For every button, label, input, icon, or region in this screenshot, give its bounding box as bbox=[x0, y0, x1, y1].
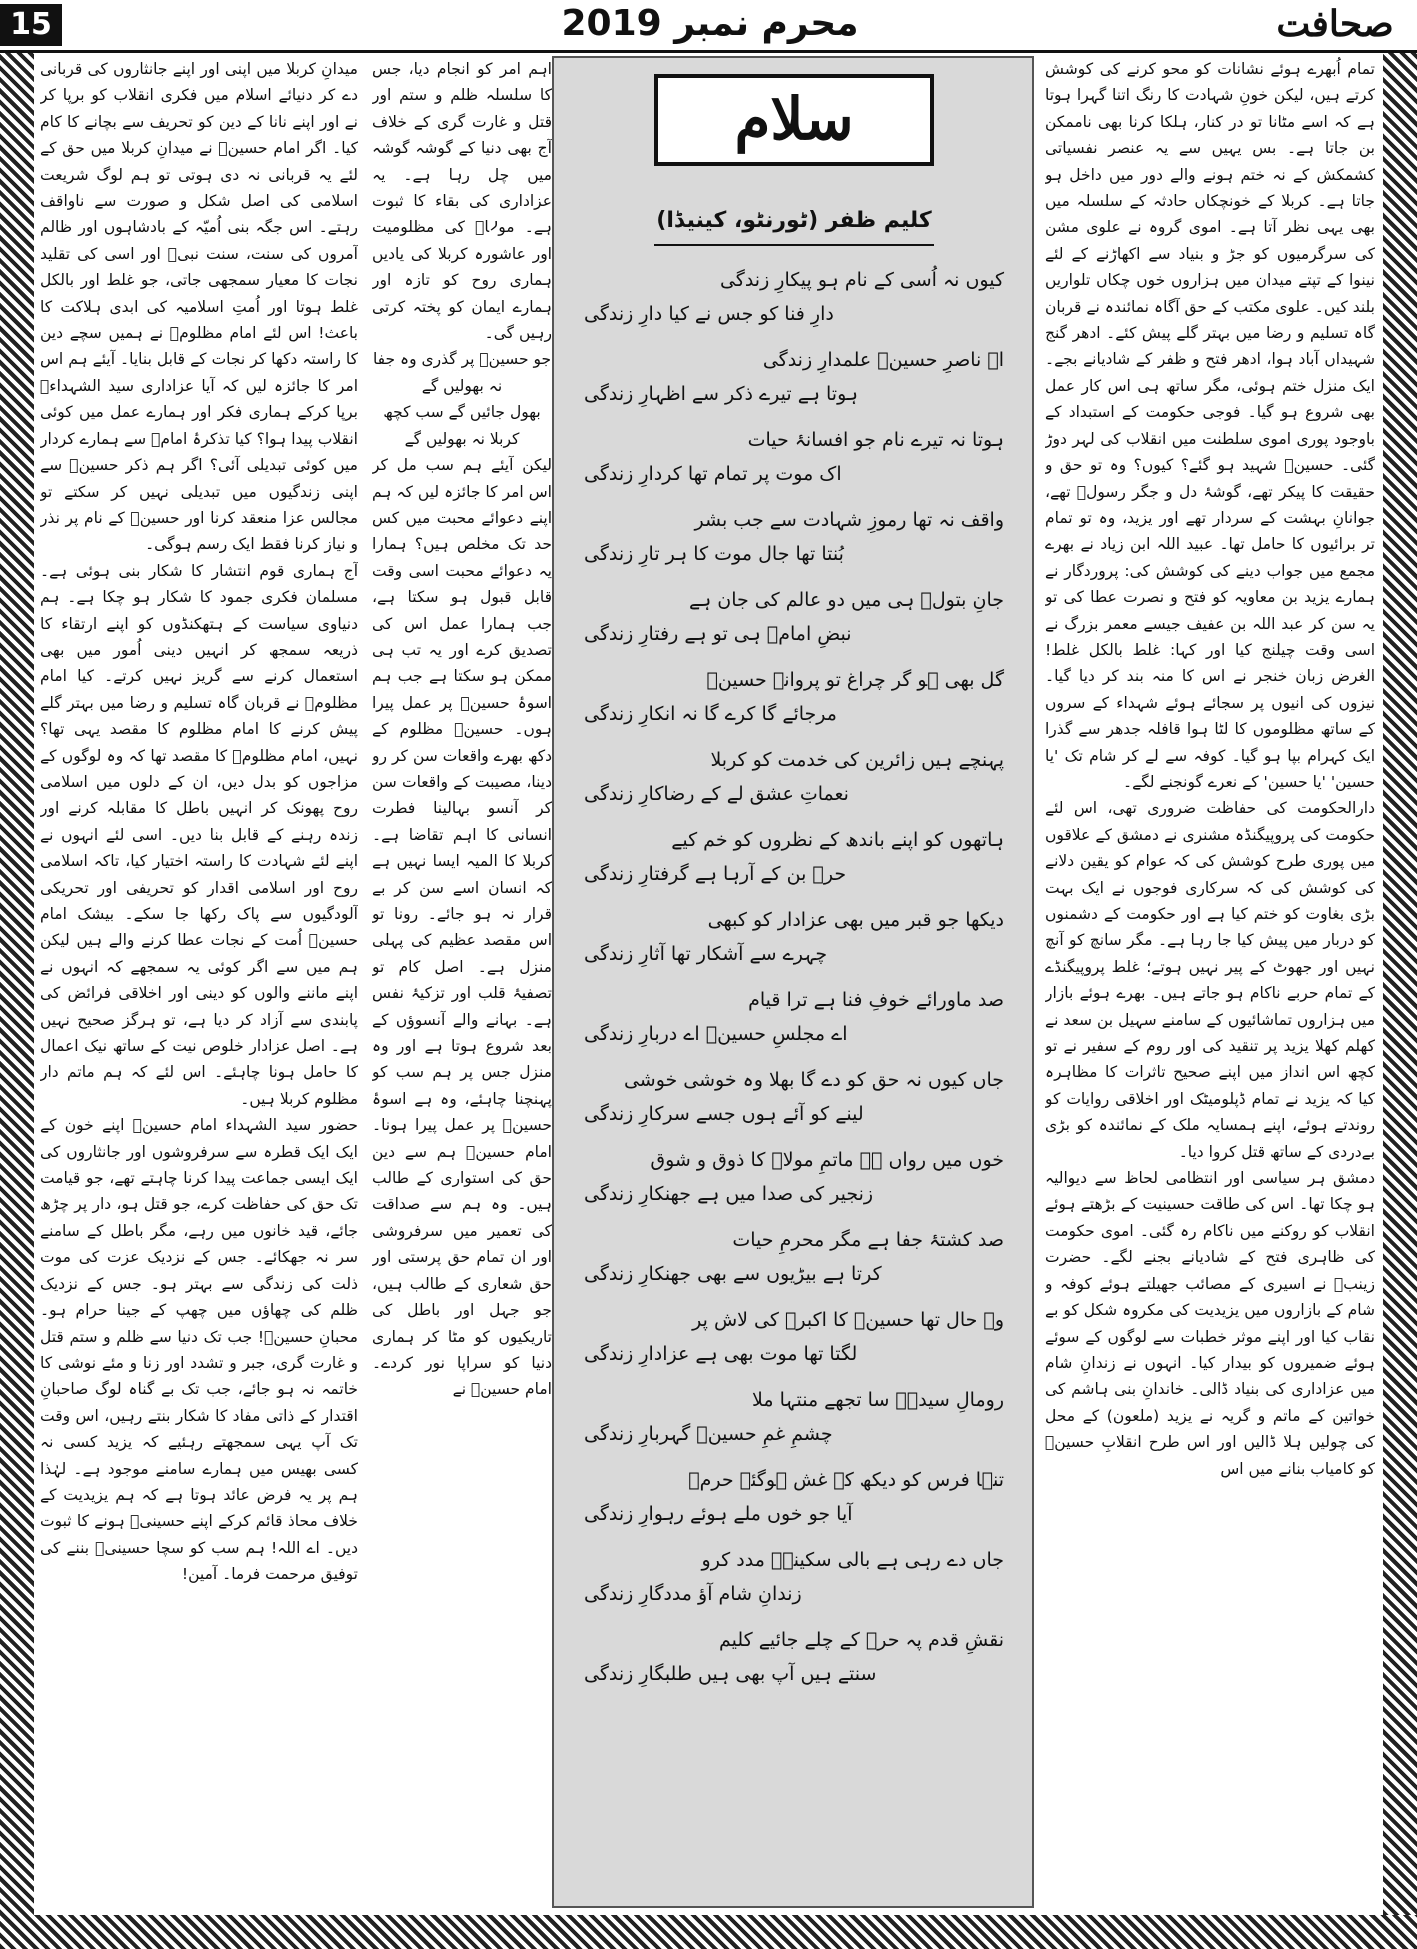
couplet bbox=[574, 1303, 1014, 1371]
article-column-left bbox=[40, 56, 358, 1906]
paragraph: آج ہماری قوم انتشار کا شکار بنی ہوئی ہے۔ مسلمان فکری جمود کا شکار ہو چکا ہے۔ ہم دنیاوی سیاست کے ہتھکنڈوں کو اپنے ارتقاء کا ذریعہ سمجھ کر انہیں دینی اُمور میں بھی استعمال کرنے سے گریز نہیں کرتے۔ کیا امام مظلومؑ نے قربان گاہ تسلیم و رضا میں بہتر گلے پیش کرنے کا امام مظلوم کا مقصد یہی تھا؟ نہیں، امام مظلومؑ کا مقصد تھا کہ وہ لوگوں کے مزاجوں کو بدل دیں، ان کے دلوں میں اسلامی روح پھونک کر انہیں باطل کا مقابلہ کرنے اور زندہ رہنے کے قابل بنا دیں۔ اسی لئے انہوں نے اپنے لئے شہادت کا راستہ اختیار کیا، تاکہ اسلامی روح اور اسلامی اقدار کو تحریفی اور تحریکی آلودگیوں سے پاک رکھا جا سکے۔ بیشک امام حسینؑ اُمت کے نجات عطا کرنے والے ہیں لیکن ہم میں سے اگر کوئی یہ سمجھے کہ انہوں نے اپنے ماننے والوں کو دینی اور اخلاقی فرائض کی پابندی سے آزاد کر دیا ہے، تو ہرگز صحیح نہیں ہے۔ اصل عزادار خلوص نیت کے ساتھ نیک اعمال کا حامل ہونا چاہئے۔ اس لئے کہ ہم ماتم دار مظلوم کربلا ہیں۔ bbox=[40, 561, 358, 1108]
masthead-logo: صحافت bbox=[1276, 3, 1394, 45]
verse-line: جو حسینؑ پر گذری وہ جفا نہ بھولیں گے bbox=[372, 350, 552, 395]
misra: لگتا تھا موت بھی ہے عزادارِ زندگی bbox=[584, 1343, 858, 1365]
misra: تنہا فرس کو دیکھ کے غش ہوگئے حرمؑ bbox=[688, 1469, 1004, 1491]
couplet bbox=[574, 1383, 1014, 1451]
couplet bbox=[574, 903, 1014, 971]
misra: گل بھی ہو گر چراغ تو پروانۂ حسینؑ bbox=[706, 669, 1004, 691]
poem-box bbox=[552, 56, 1034, 1908]
misra: اے ناصرِ حسینؑ علمدارِ زندگی bbox=[762, 349, 1004, 371]
misra: مرجائے گا کرے گا نہ انکارِ زندگی bbox=[584, 703, 837, 725]
misra: حرؑ بن کے آرہا ہے گرفتارِ زندگی bbox=[584, 863, 847, 885]
couplet bbox=[574, 503, 1014, 571]
misra: دیکھا جو قبر میں بھی عزادار کو کبھی bbox=[707, 909, 1004, 931]
misra: زنجیر کی صدا میں ہے جھنکارِ زندگی bbox=[584, 1183, 874, 1205]
misra: جاں کیوں نہ حق کو دے گا بھلا وہ خوشی خوشی bbox=[623, 1069, 1004, 1091]
misra: نبضِ امامؑ ہی تو ہے رفتارِ زندگی bbox=[584, 623, 852, 645]
misra: لینے کو آئے ہوں جسے سرکارِ زندگی bbox=[584, 1103, 864, 1125]
misra: کیوں نہ اُسی کے نام ہو پیکارِ زندگی bbox=[719, 269, 1004, 291]
paragraph: دارالحکومت کی حفاظت ضروری تھی، اس لئے حکومت کی پروپیگنڈہ مشنری نے دمشق کے علاقوں میں پوری طرح کوشش کی کہ عوام کو یقین دلانے کی کوشش کی کہ سرکاری فوجوں نے ایک بہت بڑی بغاوت کو ختم کیا ہے اور حکومت کے دشمنوں کو دربار میں پیش کیا جا رہا ہے۔ مگر سانچ کو آنچ نہیں اور جھوٹ کے پیر نہیں ہوتے؛ غلط پروپیگنڈے کے تمام حربے ناکام ہو جاتے ہیں۔ بھرے ہوئے بازار میں ہزاروں تماشائیوں کے سامنے سہیل بن سعد نے کھلم کھلا یزید پر تنقید کی اور روم کے سفیر نے تو کچھ اس انداز میں اپنے صحیح تاثرات کا مظاہرہ کیا کہ یزید نے تمام ڈپلومیٹک اور اخلاقی روایات کو روندتے ہوئے، اپنے ہمسایہ ملک کے نمائندہ کو بڑی بےدردی کے ساتھ قتل کروا دیا۔ bbox=[1045, 799, 1375, 1161]
misra: پہنچے ہیں زائرین کی خدمت کو کربلا bbox=[710, 749, 1004, 771]
misra: نقشِ قدم پہ حرؑ کے چلے جائیے کلیم bbox=[718, 1629, 1004, 1651]
couplet bbox=[574, 343, 1014, 411]
couplet bbox=[574, 1223, 1014, 1291]
misra: نعماتِ عشق لے کے رضاکارِ زندگی bbox=[584, 783, 849, 805]
left-ornamental-border bbox=[0, 52, 34, 1949]
couplet bbox=[574, 823, 1014, 891]
misra: صد ماورائے خوفِ فنا ہے ترا قیام bbox=[748, 989, 1004, 1011]
right-ornamental-border bbox=[1383, 52, 1417, 1949]
misra: ہوتا نہ تیرے نام جو افسانۂ حیات bbox=[747, 429, 1004, 451]
couplet bbox=[574, 743, 1014, 811]
page-number: 15 bbox=[0, 4, 62, 46]
paragraph: اہم امر کو انجام دیا، جس کا سلسلہ ظلم و ستم اور قتل و غارت گری کے خلاف آج بھی دنیا کے گوشہ گوشہ میں چل رہا ہے۔ یہ عزاداری کی بقاء کا ثبوت ہے۔ مولاؑ کی مظلومیت اور عاشورہ کربلا کی یادیں ہماری روح کو تازہ اور ہمارے ایمان کو پختہ کرتی رہیں گی۔ bbox=[372, 60, 552, 343]
misra: خوں میں رواں ہے ماتمِ مولاؑ کا ذوق و شوق bbox=[650, 1149, 1004, 1171]
misra: جانِ بتولؑ ہی میں دو عالم کی جان ہے bbox=[688, 589, 1004, 611]
paragraph: حضور سید الشہداء امام حسینؑ اپنے خون کے ایک ایک قطرہ سے سرفروشوں اور جانثاروں کی ایک ایسی جماعت پیدا کرنا چاہتے تھے، جو قیامت تک حق کی حفاظت کرے، جو قتل ہو، دار پر چڑھ جائے، قید خانوں میں رہے، مگر باطل کے سامنے سر نہ جھکائے۔ جس کے نزدیک عزت کی موت ذلت کی زندگی سے بہتر ہو۔ جس کے نزدیک ظلم کی چھاؤں میں چھپ کے جینا حرام ہو۔ محبانِ حسینؑ! جب تک دنیا سے ظلم و ستم قتل و غارت گری، جبر و تشدد اور زنا و مئے نوشی کا خاتمہ نہ ہو جائے، جب تک بے گناہ لوگ صاحبانِ اقتدار کے ذاتی مفاد کا شکار بنتے رہیں، اس وقت تک آپ یہی سمجھتے رہئیے کہ یزید کسی نہ کسی بھیس میں ہمارے سامنے موجود ہے۔ لہٰذا ہم پر یہ فرض عائد ہوتا ہے کہ ہم یزیدیت کے خلاف محاذ قائم کرکے اپنے حسینیؑ ہونے کا ثبوت دیں۔ اے اللہ! ہم سب کو سچا حسینیؑ بننے کی توفیق مرحمت فرما۔ آمین! bbox=[40, 1116, 358, 1584]
misra: واقف نہ تھا رموزِ شہادت سے جب بشر bbox=[694, 509, 1004, 531]
couplet bbox=[574, 1063, 1014, 1131]
poem-title: سلام bbox=[654, 74, 934, 166]
misra: اک موت پر تمام تھا کردارِ زندگی bbox=[584, 463, 842, 485]
couplet bbox=[574, 663, 1014, 731]
misra: دارِ فنا کو جس نے کیا دارِ زندگی bbox=[584, 303, 834, 325]
couplet bbox=[574, 583, 1014, 651]
couplet bbox=[574, 1143, 1014, 1211]
misra: چہرے سے آشکار تھا آثارِ زندگی bbox=[584, 943, 828, 965]
verse-line: بھول جائیں گے سب کچھ کربلا نہ بھولیں گے bbox=[383, 403, 541, 448]
misra: اے مجلسِ حسینؑ اے دربارِ زندگی bbox=[584, 1023, 848, 1045]
paragraph: میدانِ کربلا میں اپنی اور اپنے جانثاروں کی قربانی دے کر دنیائے اسلام میں فکری انقلاب کو برپا کر نے اور اپنے نانا کے دین کو تحریف سے بچانے کا کام کیا۔ اگر امام حسینؑ نے میدانِ کربلا میں حق کے لئے یہ قربانی نہ دی ہوتی تو ہم لوگ شریعت اسلامی کی اصل شکل و صورت سے ناواقف رہتے۔ اس جگہ بنی اُمیّہ کے بادشاہوں اور ظالم آمروں کی سنت، سنت نبیؐ اور اسی کی تقلید نجات کا معیار سمجھی جاتی، جو غلط اور بالکل غلط ہوتا اور اُمتِ اسلامیہ کی ابدی ہلاکت کا باعث! اس لئے امام مظلومؑ نے ہمیں سچے دین کا راستہ دکھا کر نجات کے قابل بنایا۔ آیئے ہم اس امر کا جائزہ لیں کہ آیا عزاداری سید الشہداءؑ برپا کرکے ہماری فکر اور ہمارے عمل میں کوئی انقلاب پیدا ہوا؟ کیا تذکرۂ امامؑ سے ہمارے کردار میں کوئی تبدیلی آئی؟ اگر ہم ذکر حسینؑ سے اپنی زندگیوں میں تبدیلی نہیں کر سکتے تو مجالس عزا منعقد کرنا اور حسینؑ کے نام پر نذر و نیاز کرنا فقط ایک رسم ہوگی۔ bbox=[40, 60, 358, 554]
misra: سنتے ہیں آپ بھی ہیں طلبگارِ زندگی bbox=[584, 1663, 877, 1685]
page-header bbox=[0, 0, 1417, 53]
bottom-ornamental-border bbox=[0, 1915, 1417, 1949]
issue-title: محرم نمبر 2019 bbox=[561, 3, 859, 44]
couplet bbox=[574, 423, 1014, 491]
couplet bbox=[574, 1543, 1014, 1611]
misra: چشمِ غمِ حسینؑ گہربارِ زندگی bbox=[584, 1423, 833, 1445]
couplet bbox=[574, 263, 1014, 331]
misra: وہ حال تھا حسینؑ کا اکبرؑ کی لاش پر bbox=[692, 1309, 1004, 1331]
misra: کرتا ہے بیڑیوں سے بھی جھنکارِ زندگی bbox=[584, 1263, 882, 1285]
misra: صد کشتۂ جفا ہے مگر محرمِ حیات bbox=[732, 1229, 1004, 1251]
misra: ہاتھوں کو اپنے باندھ کے نظروں کو خم کیے bbox=[671, 829, 1004, 851]
misra: رومالِ سیدہؑ سا تجھے منتہا ملا bbox=[752, 1389, 1004, 1411]
paragraph: دمشق ہر سیاسی اور انتظامی لحاظ سے دیوالیہ ہو چکا تھا۔ اس کی طاقت حسینیت کے بڑھتے ہوئے انقلاب کو روکنے میں ناکام رہ گئی۔ اموی حکومت کی ظاہری فتح کے شادیانے بجنے لگے۔ حضرت زینبؑ نے اسیری کے مصائب جھیلتے ہوئے کوفہ و شام کے بازاروں میں یزیدیت کی مکروہ شکل کو بے نقاب کیا اور اپنے موثر خطبات سے لوگوں کے سوئے ہوئے ضمیروں کو بیدار کیا۔ انہوں نے زندانِ شام میں عزاداری کی بنیاد ڈالی۔ خاندانِ بنی ہاشم کی خواتین کے ماتم و گریہ نے یزید (ملعون) کے محل کی چولیں ہلا ڈالیں اور اس طرح انقلابِ حسینؑ کو کامیاب بنانے میں اس bbox=[1045, 1169, 1375, 1478]
paragraph: لیکن آیئے ہم سب مل کر اس امر کا جائزہ لیں کہ ہم اپنے دعوائے محبت میں کس حد تک مخلص ہیں؟ ہمارا یہ دعوائے محبت اسی وقت قابل قبول ہو سکتا ہے، جب ہمارا عمل اس کی تصدیق کرے اور یہ تب ہی ممکن ہو سکتا ہے جب ہم اسوۂ حسینؑ پر عمل پیرا ہوں۔ حسینؑ مظلوم کے دکھ بھرے واقعات سن کر رو دینا، مصیبت کے واقعات سن کر آنسو بہالینا فطرت انسانی کا اہم تقاضا ہے۔ کربلا کا المیہ ایسا نہیں ہے کہ انسان اسے سن کر بے قرار نہ ہو جائے۔ رونا تو اس مقصد عظیم کی پہلی منزل ہے۔ اصل کام تو تصفیۂ قلب اور تزکیۂ نفس ہے۔ بہانے والے آنسوؤں کے بعد شروع ہوتا ہے اور وہ منزل جس پر ہم سب کو پہنچنا چاہئے، وہ ہے اسوۂ حسینؑ پر عمل پیرا ہونا۔ امام حسینؑ ہم سے دین حق کی استواری کے طالب ہیں۔ وہ ہم سے صداقت کی تعمیر میں سرفروشی اور ان تمام حق پرستی اور حق شعاری کے طالب ہیں، جو جہل اور باطل کی تاریکیوں کو مٹا کر ہماری دنیا کو سراپا نور کردے۔ امام حسینؑ نے bbox=[372, 456, 552, 1399]
misra: زندانِ شام آؤ مددگارِ زندگی bbox=[584, 1583, 802, 1605]
misra: جاں دے رہی ہے بالی سکینہؑ مدد کرو bbox=[701, 1549, 1004, 1571]
couplet bbox=[574, 1623, 1014, 1691]
article-column-middle bbox=[372, 56, 552, 1906]
misra: آیا جو خوں ملے ہوئے رہوارِ زندگی bbox=[584, 1503, 853, 1525]
poem-couplets bbox=[574, 263, 1014, 1703]
couplet bbox=[574, 1463, 1014, 1531]
poet-name: کلیم ظفر (ٹورنٹو، کینیڈا) bbox=[654, 208, 934, 246]
paragraph: تمام اُبھرے ہوئے نشانات کو محو کرنے کی کوشش کرتے ہیں، لیکن خونِ شہادت کا رنگ اتنا گہرا ہوتا ہے کہ اسے مٹانا تو در کنار، ہلکا کرنا بھی ناممکن بن جاتا ہے۔ بس یہیں سے یہ عنصر نفسیاتی کشمکش کے نہ ختم ہونے والے دور میں داخل ہو جاتا ہے۔ کربلا کے خونچکاں حادثہ کے سلسلہ میں بھی یہی نظر آتا ہے۔ اموی گروہ نے علوی مشن کی سرگرمیوں کو جڑ و بنیاد سے اکھاڑنے کے لئے نینوا کے تپتے میدان میں ہزاروں خوں چکاں تلواریں بلند کیں۔ علوی مکتب کے حق آگاہ نمائندہ نے قربان گاہ تسلیم و رضا میں بہتر گلے پیش کئے۔ ادھر گنج شہیداں آباد ہوا، ادھر فتح و ظفر کے شادیانے بجے۔ ایک منزل ختم ہوئی، مگر ساتھ ہی اس کار عمل بھی شروع ہو گیا۔ فوجی حکومت کے استبداد کے باوجود پوری اموی سلطنت میں انقلاب کی لہر دوڑ گئی۔ حسینؑ شہید ہو گئے؟ کیوں؟ وہ تو حق و حقیقت کا پیکر تھے، گوشۂ دل و جگر رسولؐ تھے، جوانانِ بہشت کے سردار تھے اور یزید، وہ تو تمام تر برائیوں کا حامل تھا۔ عبید اللہ ابن زیاد نے بھرے مجمع میں جواب دینے کی کوشش کی: پروردگار نے ہمارے یزید بن معاویہ کو فتح و نصرت عطا کی تو یہ سن کر عبد اللہ بن عفیف جیسے معمر بزرگ نے اسی وقت چیلنج کیا اور کہا: غلط بالکل غلط! الغرض زبان خنجر نے اس کا منہ بند کر دیا گیا۔ نیزوں کی انیوں پر سجائے ہوئے شہداء کے سروں کے ساتھ مظلوموں کا لٹا ہوا قافلہ جدھر سے گذرا ایک کہرام بپا ہو گیا۔ کوفہ سے لے کر شام تک 'یا حسین' 'یا حسین' کے نعرے گونجنے لگے۔ bbox=[1045, 60, 1375, 791]
couplet bbox=[574, 983, 1014, 1051]
misra: بُنتا تھا جال موت کا ہر تارِ زندگی bbox=[584, 543, 844, 565]
misra: ہوتا ہے تیرے ذکر سے اظہارِ زندگی bbox=[584, 383, 859, 405]
article-column-right bbox=[1045, 56, 1375, 1906]
